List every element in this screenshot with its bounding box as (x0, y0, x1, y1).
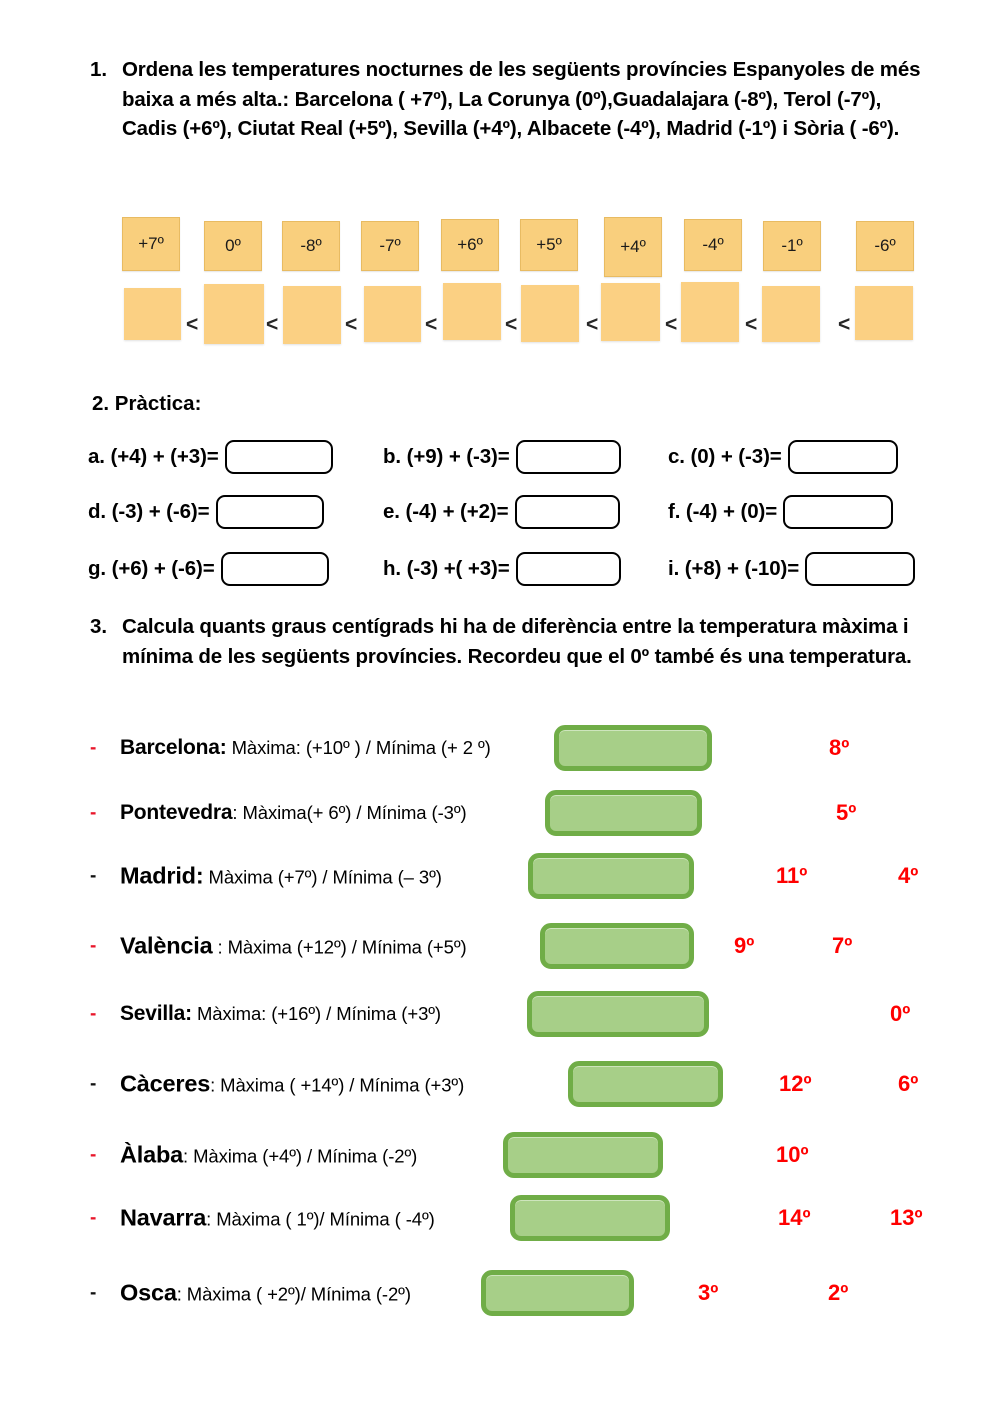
practice-item (88, 435, 333, 479)
province-row (0, 918, 1000, 974)
exercise-1-number: 1. (90, 58, 108, 81)
province-text (120, 1002, 441, 1026)
answer-value: 3º (698, 1280, 719, 1305)
ordering-dropzone[interactable] (204, 284, 264, 344)
temperature-tile-row (0, 213, 1000, 275)
province-text (120, 1280, 411, 1307)
exercise-1-question (90, 55, 935, 144)
province-row (0, 1056, 1000, 1112)
ordering-dropzone[interactable] (443, 283, 501, 340)
exercise-2-title: 2. Pràctica: (92, 392, 202, 415)
temperature-tile[interactable]: -7º (361, 221, 419, 271)
province-name: Pontevedra (120, 801, 233, 824)
province-text (120, 736, 491, 760)
practice-item-label: f. (-4) + (0)= (668, 500, 778, 523)
less-than-symbol: < (838, 313, 851, 336)
temperature-tile[interactable]: +7º (122, 217, 180, 271)
province-temperatures: Màxima: (+10º ) / Mínima (+ 2 º) (226, 737, 491, 758)
practice-answer-input[interactable] (515, 495, 620, 529)
difference-answer-input[interactable] (554, 725, 712, 771)
list-bullet: - (90, 1144, 97, 1166)
list-bullet: - (90, 1282, 97, 1304)
province-row (0, 785, 1000, 841)
practice-answer-input[interactable] (805, 552, 915, 586)
answer-value: 8º (829, 735, 850, 760)
temperature-tile[interactable]: 0º (204, 221, 262, 271)
province-row (0, 848, 1000, 904)
answer-value: 14º (778, 1205, 811, 1230)
ordering-dropzone[interactable] (283, 286, 341, 344)
list-bullet: - (90, 737, 97, 759)
less-than-symbol: < (266, 313, 279, 336)
province-name: Madrid: (120, 862, 204, 889)
province-name: Osca (120, 1279, 177, 1306)
difference-answer-input[interactable] (540, 923, 694, 969)
province-temperatures: : Màxima (+12º) / Mínima (+5º) (212, 936, 467, 958)
less-than-symbol: < (505, 313, 518, 336)
temperature-tile[interactable]: +6º (441, 219, 499, 271)
temperature-tile[interactable]: +5º (520, 219, 578, 271)
province-text (120, 1205, 435, 1232)
practice-answer-input[interactable] (225, 440, 333, 474)
less-than-symbol: < (586, 313, 599, 336)
less-than-symbol: < (425, 313, 438, 336)
answer-value: 5º (836, 800, 857, 825)
practice-item-label: e. (-4) + (+2)= (383, 500, 509, 523)
list-bullet: - (90, 802, 97, 824)
practice-item (88, 490, 324, 534)
less-than-symbol: < (665, 313, 678, 336)
temperature-tile[interactable]: -1º (763, 221, 821, 271)
exercise-3-question (90, 612, 935, 671)
less-than-symbol: < (345, 313, 358, 336)
province-temperatures: : Màxima ( +2º)/ Mínima (-2º) (176, 1283, 411, 1305)
practice-item-label: c. (0) + (-3)= (668, 445, 782, 468)
ordering-dropzone[interactable] (762, 286, 820, 342)
ordering-dropzone[interactable] (681, 282, 739, 342)
province-row (0, 1127, 1000, 1183)
less-than-symbol: < (745, 313, 758, 336)
list-bullet: - (90, 935, 97, 957)
temperature-tile[interactable]: -4º (684, 219, 742, 271)
practice-item (383, 490, 620, 534)
practice-item-label: a. (+4) + (+3)= (88, 445, 219, 468)
answer-value: 10º (776, 1142, 809, 1167)
province-row (0, 1265, 1000, 1321)
practice-item-label: g. (+6) + (-6)= (88, 557, 215, 580)
exercise-3-number: 3. (90, 615, 108, 638)
province-temperatures: : Màxima ( 1º)/ Mínima ( -4º) (206, 1208, 435, 1230)
ordering-dropzone[interactable] (855, 286, 913, 340)
exercise-3-text: Calcula quants graus centígrads hi ha de diferència entre la temperatura màxima i mínima de les següents províncies. Recordeu que el 0º també és una temperatura. (122, 615, 912, 668)
practice-item-label: i. (+8) + (-10)= (668, 557, 800, 580)
difference-answer-input[interactable] (545, 790, 702, 836)
answer-value: 12º (779, 1071, 812, 1096)
province-name: Barcelona: (120, 736, 227, 759)
province-name: Àlaba (120, 1141, 183, 1168)
answer-value: 2º (828, 1280, 849, 1305)
province-name: Sevilla: (120, 1002, 192, 1025)
province-row (0, 720, 1000, 776)
practice-answer-input[interactable] (221, 552, 329, 586)
province-text (120, 1142, 417, 1169)
temperature-tile[interactable]: -8º (282, 221, 340, 271)
practice-answer-input[interactable] (216, 495, 324, 529)
ordering-dropzone[interactable] (124, 288, 181, 340)
province-name: Navarra (120, 1204, 207, 1231)
list-bullet: - (90, 1003, 97, 1025)
difference-answer-input[interactable] (528, 853, 694, 899)
practice-item-label: h. (-3) +( +3)= (383, 557, 510, 580)
answer-value: 0º (890, 1001, 911, 1026)
practice-answer-input[interactable] (516, 440, 621, 474)
less-than-symbol: < (186, 313, 199, 336)
practice-item (383, 435, 621, 479)
answer-value: 4º (898, 863, 919, 888)
practice-item-label: b. (+9) + (-3)= (383, 445, 510, 468)
province-name: Càceres (120, 1070, 211, 1097)
answer-value: 13º (890, 1205, 923, 1230)
practice-item-label: d. (-3) + (-6)= (88, 500, 210, 523)
province-text (120, 933, 467, 960)
province-temperatures: : Màxima ( +14º) / Mínima (+3º) (210, 1074, 465, 1096)
practice-item (383, 547, 621, 591)
exercise-1-text: Ordena les temperatures nocturnes de les següents províncies Espanyoles de més baixa a més alta.: Barcelona ( +7º), La Corunya (0º),Guadalajara (-8º), Terol (-7º), Cadis (+6º), Ciutat Real (+5º), Sevilla (+4º), Albacete (-4º), Madrid (-1º) i Sòria ( -6º). (122, 58, 921, 140)
temperature-tile[interactable]: +4º (604, 217, 662, 277)
list-bullet: - (90, 1207, 97, 1229)
ordering-dropzone-row (0, 282, 1000, 344)
practice-answer-input[interactable] (516, 552, 621, 586)
ordering-dropzone[interactable] (521, 285, 579, 342)
answer-value: 11º (776, 863, 808, 888)
province-temperatures: Màxima: (+16º) / Mínima (+3º) (191, 1003, 441, 1024)
province-temperatures: : Màxima(+ 6º) / Mínima (-3º) (232, 802, 467, 823)
answer-value: 9º (734, 933, 755, 958)
list-bullet: - (90, 865, 97, 887)
answer-value: 7º (832, 933, 853, 958)
difference-answer-input[interactable] (568, 1061, 723, 1107)
practice-item (668, 435, 898, 479)
difference-answer-input[interactable] (503, 1132, 663, 1178)
ordering-dropzone[interactable] (364, 286, 421, 342)
province-row (0, 1190, 1000, 1246)
practice-answer-input[interactable] (783, 495, 893, 529)
list-bullet: - (90, 1073, 97, 1095)
province-text (120, 1071, 464, 1098)
province-row (0, 986, 1000, 1042)
practice-answer-input[interactable] (788, 440, 898, 474)
difference-answer-input[interactable] (510, 1195, 670, 1241)
difference-answer-input[interactable] (481, 1270, 634, 1316)
province-name: València (120, 932, 213, 959)
difference-answer-input[interactable] (527, 991, 709, 1037)
answer-value: 6º (898, 1071, 919, 1096)
practice-item (88, 547, 329, 591)
province-temperatures: Màxima (+7º) / Mínima (– 3º) (203, 866, 442, 888)
province-temperatures: : Màxima (+4º) / Mínima (-2º) (183, 1145, 418, 1167)
practice-item (668, 490, 893, 534)
ordering-dropzone[interactable] (601, 283, 660, 341)
province-text (120, 863, 442, 890)
province-text (120, 801, 467, 825)
temperature-tile[interactable]: -6º (856, 221, 914, 271)
practice-item (668, 547, 915, 591)
